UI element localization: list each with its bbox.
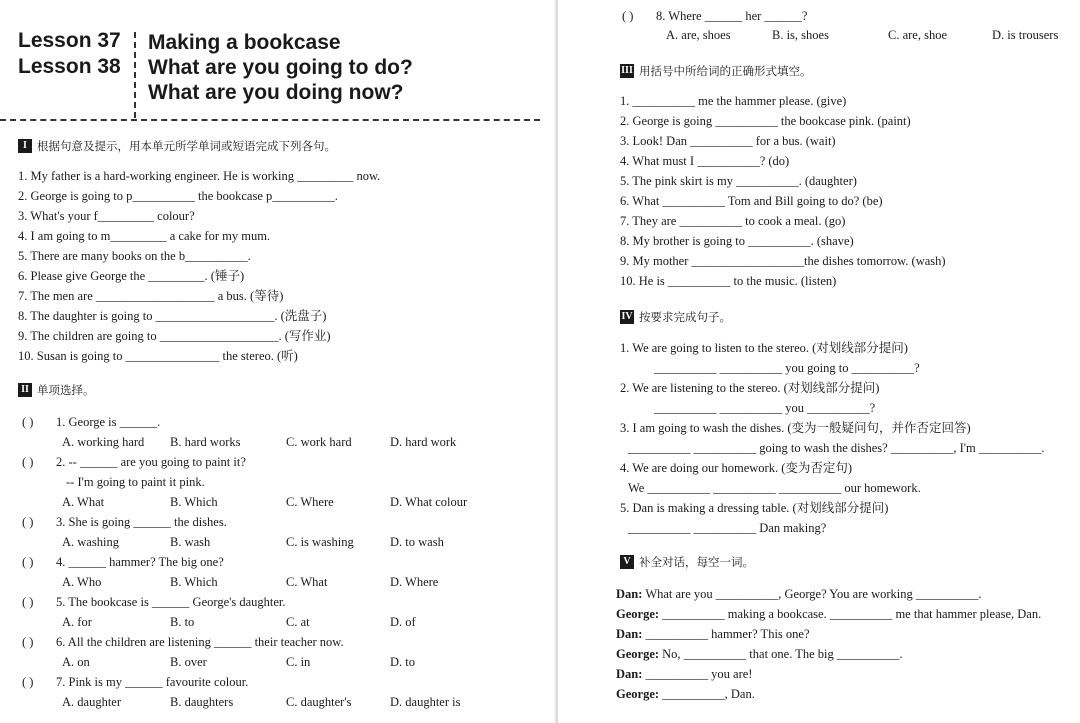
dialogue-text: __________ making a bookcase. __________ me that hammer please, Dan.: [662, 607, 1042, 621]
option-a: A. Who: [62, 575, 102, 589]
answer-paren: ( ): [22, 415, 34, 429]
s4-answer: __________ __________ you going to __________?: [654, 361, 920, 375]
mc-question: 4. ______ hammer? The big one?: [56, 555, 224, 569]
section-3-title: 用括号中所给词的正确形式填空。: [639, 64, 812, 78]
lesson-numbers: [18, 28, 121, 80]
s4-answer: We __________ __________ __________ our homework.: [628, 481, 921, 495]
option-c: C. in: [286, 655, 311, 669]
option-d: D. hard work: [390, 435, 457, 449]
answer-paren: ( ): [22, 595, 34, 609]
option-d: D. to wash: [390, 535, 444, 549]
s3-item: 10. He is __________ to the music. (listen): [620, 274, 837, 288]
option-a: A. daughter: [62, 695, 122, 709]
option-a: A. on: [62, 655, 90, 669]
dialogue-line: [616, 626, 810, 642]
s4-prompt: 4. We are doing our homework. (变为否定句): [620, 461, 853, 475]
section-2-title: 单项选择。: [37, 383, 95, 397]
section-1-title: 根据句意及提示，用本单元所学单词或短语完成下列各句。: [37, 139, 336, 153]
section-5-title: 补全对话，每空一词。: [639, 555, 754, 569]
speaker: Dan:: [616, 627, 643, 641]
s4-prompt: 2. We are listening to the stereo. (对划线部分提问): [620, 381, 880, 395]
option-a: A. washing: [62, 535, 119, 549]
speaker: George:: [616, 607, 660, 621]
answer-paren: ( ): [22, 555, 34, 569]
mc-options: [62, 494, 467, 510]
section-1-badge: I: [18, 139, 32, 153]
speaker: Dan:: [616, 587, 643, 601]
option-b: B. to: [170, 615, 195, 629]
answer-paren: ( ): [22, 675, 34, 689]
s3-item: 8. My brother is going to __________. (shave): [620, 234, 854, 248]
option-a: A. are, shoes: [666, 28, 731, 42]
header-rule: [0, 119, 540, 121]
lesson-38: Lesson 38: [18, 55, 121, 78]
option-b: B. Which: [170, 575, 218, 589]
option-d: D. Where: [390, 575, 439, 589]
mc-question: 3. She is going ______ the dishes.: [56, 515, 227, 529]
s4-prompt: 3. I am going to wash the dishes. (变为一般疑问句，并作否定回答): [620, 421, 971, 435]
mc-options: [62, 654, 415, 670]
s3-item: 3. Look! Dan __________ for a bus. (wait): [620, 134, 836, 148]
mc-question: 8. Where ______ her ______?: [656, 9, 808, 23]
section-3-heading: [620, 63, 812, 79]
title-1: Making a bookcase: [148, 31, 341, 54]
s1-item: 10. Susan is going to _______________ the stereo. (听): [18, 349, 298, 363]
section-3-badge: III: [621, 65, 633, 76]
option-c: C. at: [286, 615, 310, 629]
answer-paren: ( ): [622, 9, 634, 23]
option-c: C. Where: [286, 495, 334, 509]
dialogue-text: __________ you are!: [645, 667, 753, 681]
s3-item: 1. __________ me the hammer please. (give): [620, 94, 847, 108]
mc-options: [62, 574, 438, 590]
speaker: Dan:: [616, 667, 643, 681]
dialogue-text: __________ hammer? This one?: [645, 627, 810, 641]
s1-item: 8. The daughter is going to ___________________. (洗盘子): [18, 309, 327, 323]
answer-paren: ( ): [22, 515, 34, 529]
section-2-badge: II: [18, 383, 32, 397]
s1-item: 5. There are many books on the b__________.: [18, 249, 251, 263]
mc-question: 5. The bookcase is ______ George's daughter.: [56, 595, 286, 609]
s1-item: 9. The children are going to ___________________. (写作业): [18, 329, 331, 343]
title-2: What are you going to do?: [148, 56, 413, 79]
option-d: D. daughter is: [390, 695, 461, 709]
mc-question: 2. -- ______ are you going to paint it?: [56, 455, 246, 469]
s1-item: 4. I am going to m_________ a cake for my mum.: [18, 229, 271, 243]
option-b: B. daughters: [170, 695, 234, 709]
answer-paren: ( ): [22, 455, 34, 469]
option-c: C. work hard: [286, 435, 352, 449]
s3-item: 7. They are __________ to cook a meal. (go): [620, 214, 846, 228]
right-page: [558, 0, 1080, 723]
section-4-heading: [620, 309, 731, 325]
option-b: B. is, shoes: [772, 28, 829, 42]
dialogue-line: [616, 646, 903, 662]
mc-question: 1. George is ______.: [56, 415, 161, 429]
option-d: D. What colour: [390, 495, 468, 509]
s4-prompt: 5. Dan is making a dressing table. (对划线部分提问): [620, 501, 889, 515]
header-divider: [134, 32, 136, 118]
option-a: A. working hard: [62, 435, 145, 449]
option-b: B. over: [170, 655, 207, 669]
s3-item: 5. The pink skirt is my __________. (daughter): [620, 174, 857, 188]
dialogue-line: [616, 586, 981, 602]
section-2-heading: [18, 382, 95, 398]
lesson-header: [18, 28, 538, 118]
s4-answer: __________ __________ Dan making?: [628, 521, 827, 535]
option-a: A. for: [62, 615, 92, 629]
dialogue-text: __________, Dan.: [662, 687, 755, 701]
s1-item: 1. My father is a hard-working engineer. He is working _________ now.: [18, 169, 381, 183]
mc-options: [666, 27, 1058, 43]
s4-prompt: 1. We are going to listen to the stereo. (对划线部分提问): [620, 341, 908, 355]
dialogue-line: [616, 666, 752, 682]
lesson-37: Lesson 37: [18, 29, 121, 52]
s3-item: 9. My mother __________________the dishes tomorrow. (wash): [620, 254, 946, 268]
mc-question: 7. Pink is my ______ favourite colour.: [56, 675, 249, 689]
mc-question: 6. All the children are listening ______ their teacher now.: [56, 635, 344, 649]
option-a: A. What: [62, 495, 105, 509]
s1-item: 6. Please give George the _________. (锤子): [18, 269, 245, 283]
s1-item: 3. What's your f_________ colour?: [18, 209, 195, 223]
answer-paren: ( ): [22, 635, 34, 649]
option-b: B. Which: [170, 495, 218, 509]
option-c: C. daughter's: [286, 695, 352, 709]
dialogue-text: No, __________ that one. The big __________.: [662, 647, 903, 661]
option-c: C. are, shoe: [888, 28, 948, 42]
option-d: D. to: [390, 655, 415, 669]
s4-answer: __________ __________ you __________?: [654, 401, 876, 415]
s3-item: 4. What must I __________? (do): [620, 154, 790, 168]
mc-options: [62, 694, 460, 710]
option-b: B. hard works: [170, 435, 241, 449]
s3-item: 2. George is going __________ the bookcase pink. (paint): [620, 114, 911, 128]
dialogue-text: What are you __________, George? You are working __________.: [645, 587, 982, 601]
s1-item: 7. The men are ___________________ a bus. (等待): [18, 289, 284, 303]
option-d: D. of: [390, 615, 416, 629]
dialogue-line: [616, 686, 755, 702]
speaker: George:: [616, 647, 660, 661]
option-d: D. is trousers: [992, 28, 1059, 42]
dialogue-line: [616, 606, 1041, 622]
speaker: George:: [616, 687, 660, 701]
mc-options: [62, 534, 444, 550]
s1-item: 2. George is going to p__________ the bookcase p__________.: [18, 189, 338, 203]
option-b: B. wash: [170, 535, 211, 549]
section-5-heading: [620, 554, 754, 570]
mc-question-reply: -- I'm going to paint it pink.: [66, 475, 205, 489]
lesson-titles: [148, 30, 413, 105]
mc-options: [62, 614, 416, 630]
section-4-title: 按要求完成句子。: [639, 310, 731, 324]
section-4-badge: IV: [621, 311, 633, 322]
title-3: What are you doing now?: [148, 81, 404, 104]
option-c: C. is washing: [286, 535, 354, 549]
s3-item: 6. What __________ Tom and Bill going to do? (be): [620, 194, 883, 208]
mc-options: [62, 434, 456, 450]
section-1-heading: [18, 138, 336, 154]
section-5-badge: V: [620, 555, 634, 569]
option-c: C. What: [286, 575, 328, 589]
s4-answer: __________ __________ going to wash the dishes? __________, I'm __________.: [628, 441, 1045, 455]
